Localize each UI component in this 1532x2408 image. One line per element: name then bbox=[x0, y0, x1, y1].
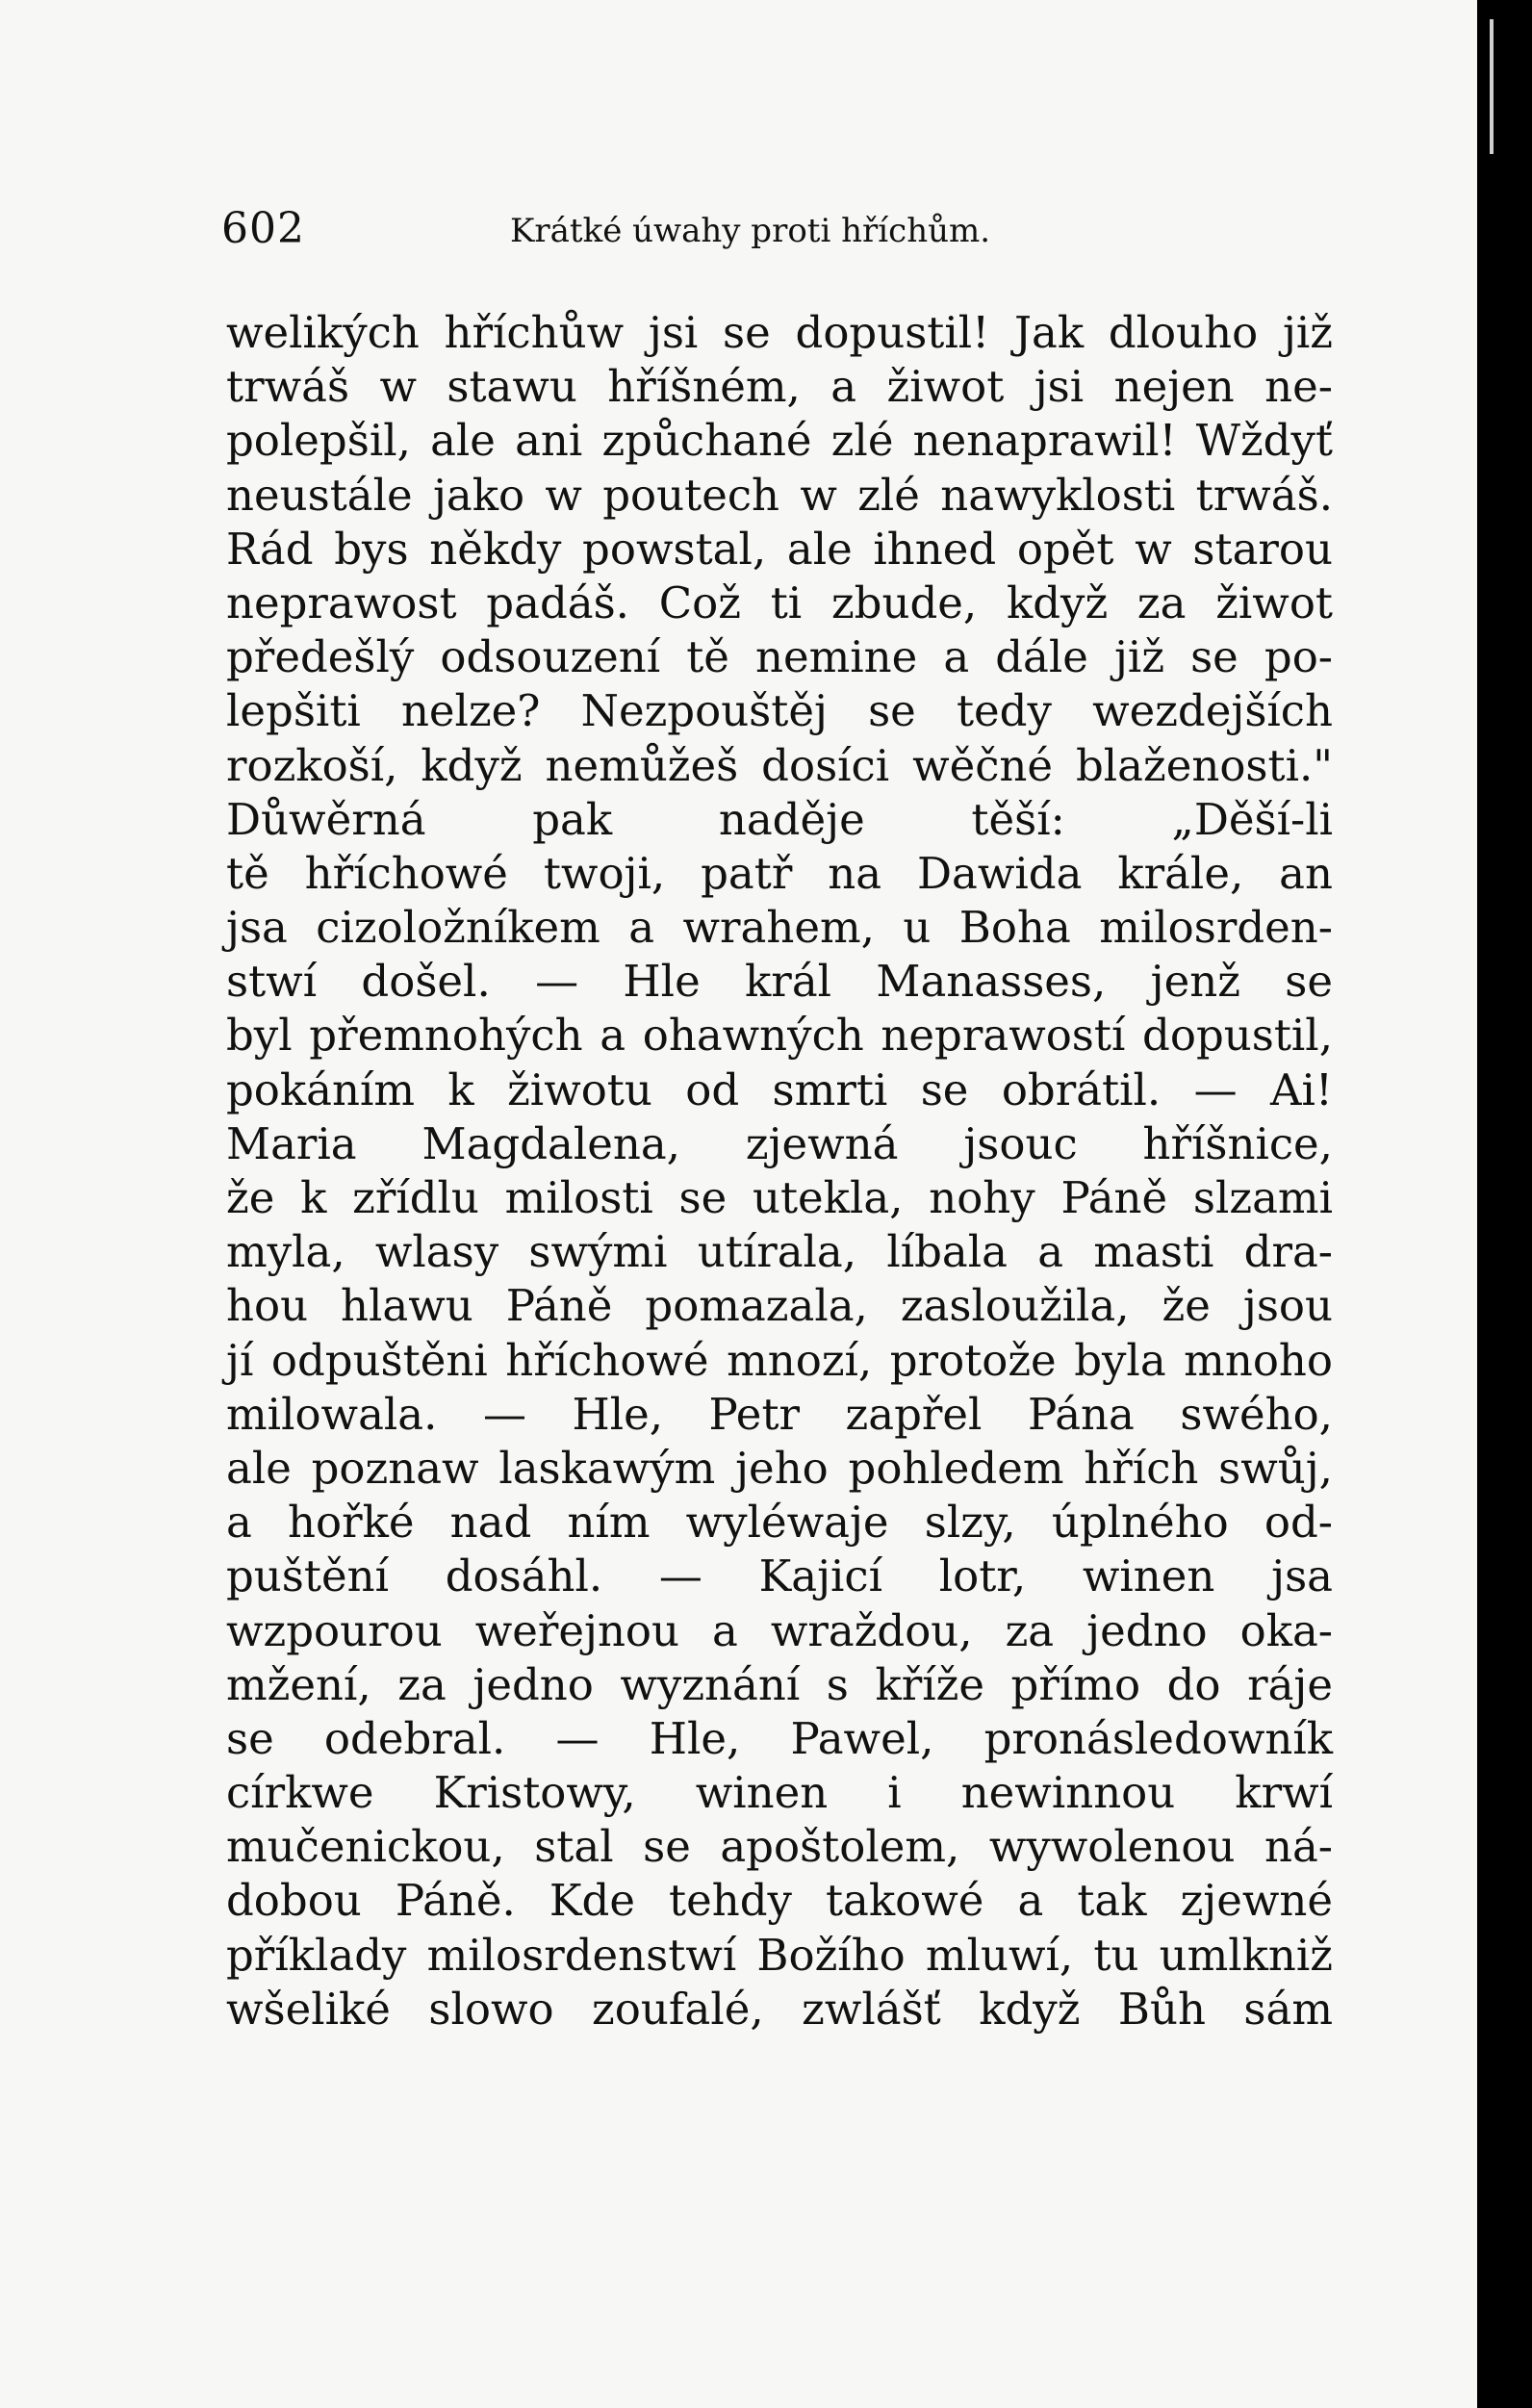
text-line: neprawost padáš. Což ti zbude, když za žiwot bbox=[226, 576, 1333, 628]
scan-edge bbox=[1477, 0, 1532, 2408]
text-line: dobou Páně. Kde tehdy takowé a tak zjewné bbox=[226, 1875, 1333, 1927]
text-line: tě hříchowé twoji, patř na Dawida krále, an bbox=[226, 847, 1333, 899]
text-line: wzpourou weřejnou a wraždou, za jedno oka- bbox=[226, 1604, 1333, 1656]
text-line: stwí došel. — Hle král Manasses, jenž se bbox=[226, 956, 1333, 1008]
text-line: puštění dosáhl. — Kajicí lotr, winen jsa bbox=[226, 1550, 1333, 1602]
text-line: Maria Magdalena, zjewná jsouc hříšnice, bbox=[226, 1117, 1333, 1169]
running-title: Krátké úwahy proti hříchům. bbox=[510, 212, 991, 250]
page-header bbox=[221, 204, 1020, 262]
text-line: jsa cizoložníkem a wrahem, u Boha milosrden- bbox=[226, 902, 1333, 954]
text-line: předešlý odsouzení tě nemine a dále již se po- bbox=[226, 631, 1333, 683]
page-number: 602 bbox=[221, 204, 305, 253]
text-line: ale poznaw laskawým jeho pohledem hřích swůj, bbox=[226, 1442, 1333, 1494]
text-line: církwe Kristowy, winen i newinnou krwí bbox=[226, 1767, 1333, 1819]
text-line: Důwěrná pak naděje těší: „Děší-li bbox=[226, 793, 1333, 845]
text-line: byl přemnohých a ohawných neprawostí dopustil, bbox=[226, 1010, 1333, 1062]
text-line: welikých hříchůw jsi se dopustil! Jak dlouho již bbox=[226, 307, 1333, 358]
text-line: pokáním k žiwotu od smrti se obrátil. — Ai! bbox=[226, 1063, 1333, 1115]
text-line: wšeliké slowo zoufalé, zwlášť když Bůh sám bbox=[226, 1983, 1333, 2035]
text-line: že k zřídlu milosti se utekla, nohy Páně slzami bbox=[226, 1172, 1333, 1223]
text-line: rozkoší, když nemůžeš dosíci wěčné blaženosti." bbox=[226, 739, 1333, 791]
text-line: mžení, za jedno wyznání s kříže přímo do ráje bbox=[226, 1658, 1333, 1710]
text-line: Rád bys někdy powstal, ale ihned opět w starou bbox=[226, 523, 1333, 575]
text-line: myla, wlasy swými utírala, líbala a masti dra- bbox=[226, 1226, 1333, 1278]
text-line: se odebral. — Hle, Pawel, pronásledowník bbox=[226, 1712, 1333, 1764]
text-line: trwáš w stawu hříšném, a žiwot jsi nejen ne- bbox=[226, 361, 1333, 413]
text-line: a hořké nad ním wyléwaje slzy, úplného od- bbox=[226, 1497, 1333, 1549]
text-line: jí odpuštěni hříchowé mnozí, protože byla mnoho bbox=[226, 1334, 1333, 1386]
text-line: příklady milosrdenstwí Božího mluwí, tu umlkniž bbox=[226, 1929, 1333, 1981]
text-line: polepšil, ale ani způchané zlé nenaprawil! Wždyť bbox=[226, 415, 1333, 467]
text-line: lepšiti nelze? Nezpouštěj se tedy wezdejších bbox=[226, 685, 1333, 737]
text-line: mučenickou, stal se apoštolem, wywolenou ná- bbox=[226, 1821, 1333, 1873]
body-text bbox=[226, 306, 1333, 2037]
page-edge-mark bbox=[1490, 19, 1494, 154]
text-line: milowala. — Hle, Petr zapřel Pána swého, bbox=[226, 1388, 1333, 1440]
text-line: hou hlawu Páně pomazala, zasloužila, že jsou bbox=[226, 1280, 1333, 1332]
text-line: neustále jako w poutech w zlé nawyklosti trwáš. bbox=[226, 469, 1333, 521]
